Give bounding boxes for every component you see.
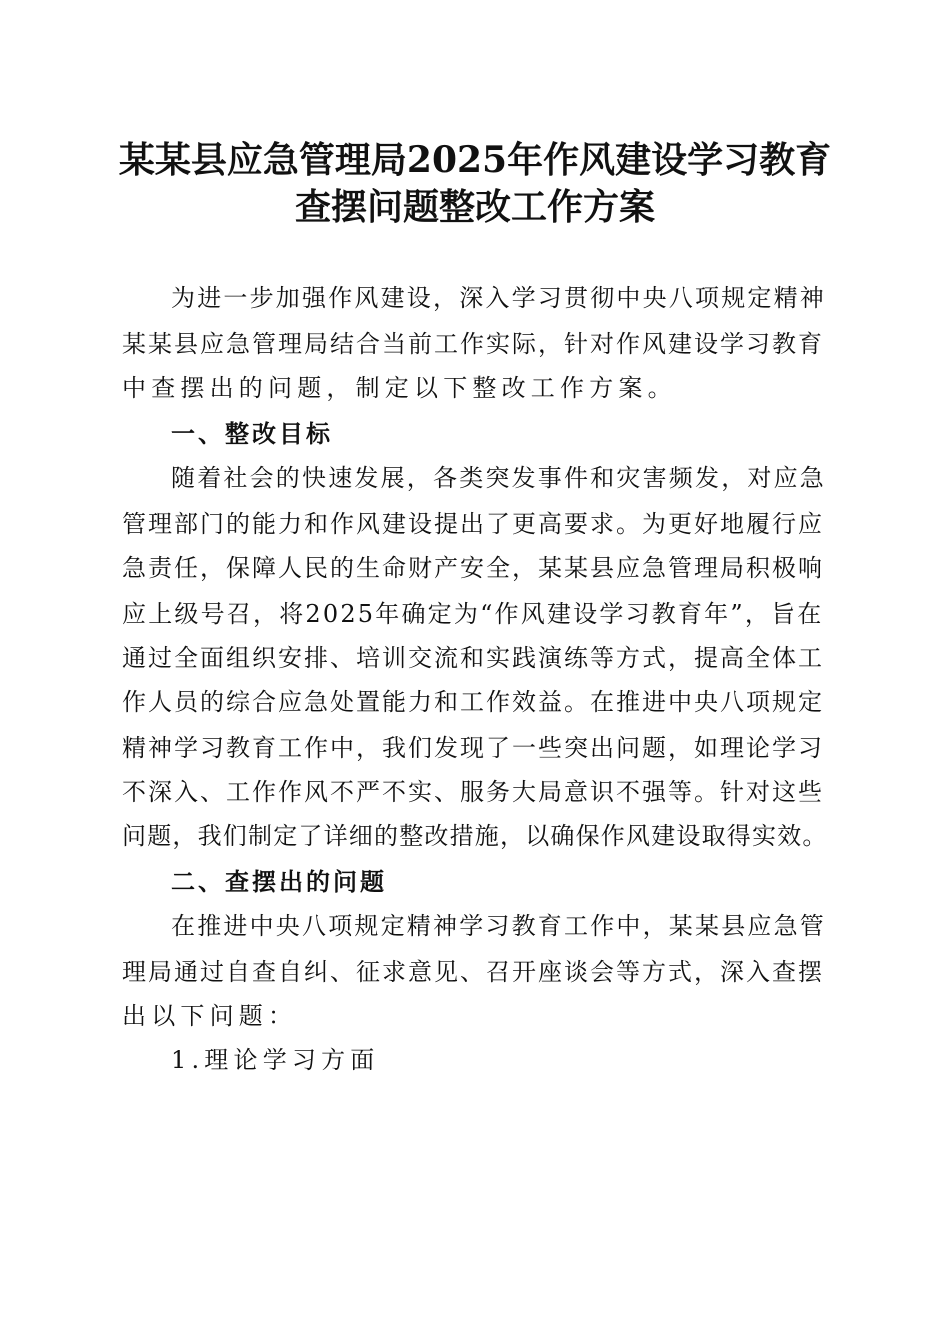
section1-line: 随着社会的快速发展，各类突发事件和灾害频发，对应急: [171, 464, 826, 492]
section-heading-goals: 一、整改目标: [171, 420, 333, 448]
document-title-line-2: 查摆问题整改工作方案: [294, 186, 655, 228]
subsection-theory-study: 1.理论学习方面: [171, 1046, 380, 1074]
section1-line: 通过全面组织安排、培训交流和实践演练等方式，提高全体工: [122, 644, 824, 672]
intro-line: 某某县应急管理局结合当前工作实际，针对作风建设学习教育: [122, 330, 824, 358]
section1-line: 问题，我们制定了详细的整改措施，以确保作风建设取得实效。: [122, 822, 828, 850]
section1-line: 应上级号召，将2025年确定为“作风建设学习教育年”，旨在: [122, 600, 824, 628]
section1-line: 不深入、工作作风不严不实、服务大局意识不强等。针对这些: [122, 778, 824, 806]
section1-line: 作人员的综合应急处置能力和工作效益。在推进中央八项规定: [122, 688, 824, 716]
section2-line: 理局通过自查自纠、征求意见、召开座谈会等方式，深入查摆: [122, 958, 824, 986]
intro-line: 中查摆出的问题，制定以下整改工作方案。: [122, 374, 677, 402]
section2-line: 在推进中央八项规定精神学习教育工作中，某某县应急管: [171, 912, 826, 940]
section1-line: 精神学习教育工作中，我们发现了一些突出问题，如理论学习: [122, 734, 824, 762]
document-title-line-1: 某某县应急管理局2025年作风建设学习教育: [118, 139, 832, 181]
section2-line: 出以下问题：: [122, 1002, 298, 1030]
section1-line: 管理部门的能力和作风建设提出了更高要求。为更好地履行应: [122, 510, 824, 538]
section-heading-problems: 二、查摆出的问题: [171, 868, 387, 896]
intro-line: 为进一步加强作风建设，深入学习贯彻中央八项规定精神: [171, 284, 826, 312]
section1-line: 急责任，保障人民的生命财产安全，某某县应急管理局积极响: [122, 554, 824, 582]
